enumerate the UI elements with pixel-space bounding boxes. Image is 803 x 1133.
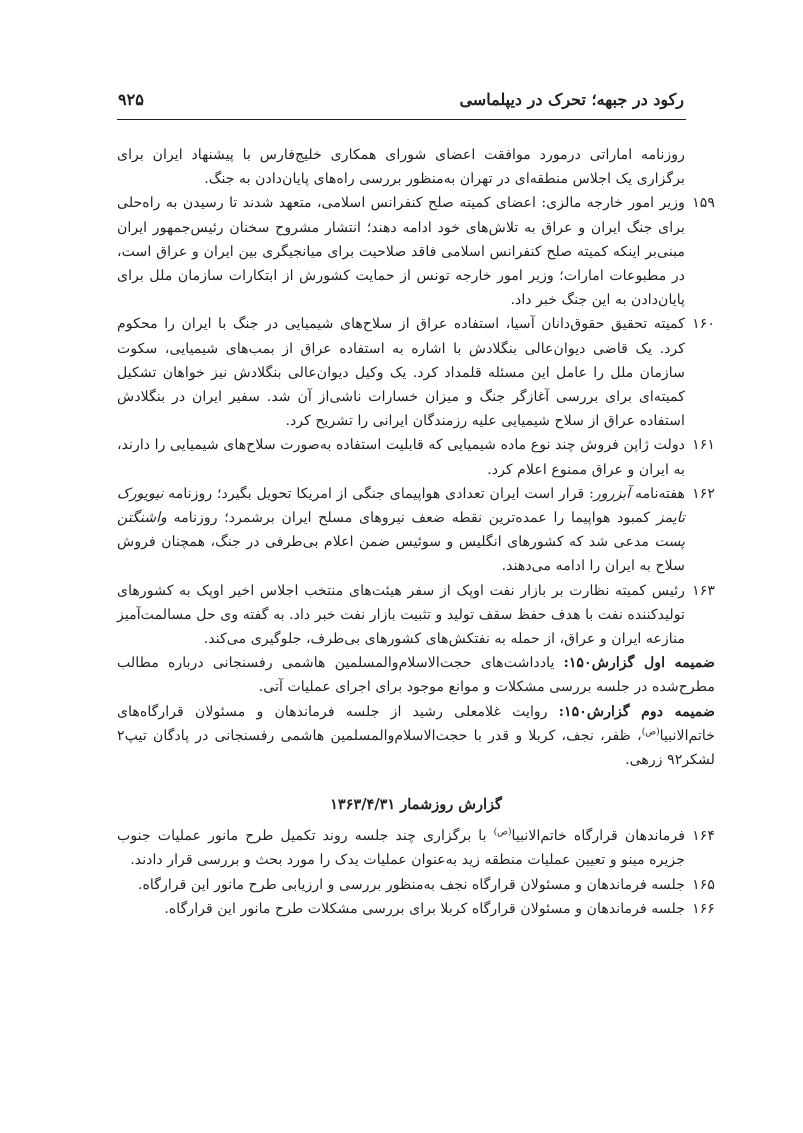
entry-number: ۱۵۹	[692, 195, 715, 212]
entry-text: رئیس کمیته نظارت بر بازار نفت اوپک از سفر هیئت‌های منتخب اجلاس اخیر اوپک به کشورهای تولیدکننده نفت با هدف حفظ سقف تولید و تثبیت بازار نفت خبر داد. به گفته وی حل مسالمت‌آمیز منازعه ایران و عراق، از حمله به نفتکش‌های کشورهای بی‌طرف، جلوگیری می‌کند.	[117, 582, 685, 648]
entry-text: جلسه فرماندهان و مسئولان قرارگاه نجف به‌منظور بررسی و ارزیابی طرح مانور این قرارگاه.	[137, 876, 685, 893]
page-number: ۹۲۵	[118, 90, 144, 109]
continuation-paragraph: روزنامه اماراتی درمورد موافقت اعضای شورای همکاری خلیج‌فارس با پیشنهاد ایران برای برگزاری یک اجلاس منطقه‌ای در تهران به‌منظور بررسی راه‌های پایان‌دادن به جنگ.	[117, 147, 685, 188]
entry-text-part: با برگزاری چند جلسه روند تکمیل طرح مانور عملیات جنوب جزیره مینو و تعیین عملیات منطقه زید به‌عنوان عملیات یدک را مورد بحث و بررسی قرار دادند.	[117, 828, 685, 869]
chronology-entry-166	[117, 897, 715, 921]
entry-text-part: کمبود هواپیما را عمده‌ترین نقطه ضعف نیروهای مسلح ایران برشمرد؛ روزنامه	[166, 510, 657, 527]
entry-text: کمیته تحقیق حقوق‌دانان آسیا، استفاده عراق از سلاح‌های شیمیایی در جنگ با ایران را محکوم کرد. یک قاضی دیوان‌عالی بنگلادش با اشاره به استفاده عراق از بمب‌های شیمیایی، سکوت سازمان ملل را عامل این مسئله قلمداد کرد. یک وکیل دیوان‌عالی بنگلادش نیز خواهان تشکیل کمیته‌ای برای بررسی آغازگر جنگ و میزان خسارات ناشی‌از آن شد. سفیر ایران در بنگلادش استفاده عراق از سلاح شیمیایی علیه رزمندگان ایرانی را تشریح کرد.	[117, 316, 685, 430]
chronology-entry-162	[117, 482, 715, 579]
entry-text: دولت ژاپن فروش چند نوع ماده شیمیایی که قابلیت استفاده به‌صورت سلاح‌های شیمیایی را دارند، به ایران و عراق ممنوع اعلام کرد.	[117, 437, 685, 478]
entry-number: ۱۶۱	[692, 437, 715, 454]
header-divider	[117, 119, 686, 120]
entry-text: وزیر امور خارجه مالزی: اعضای کمیته صلح کنفرانس اسلامی، متعهد شدند تا رسیدن به راه‌حلی برای جنگ ایران و عراق به تلاش‌های خود ادامه دهند؛ انتشار مشروح سخنان رئیس‌جمهور ایران مبنی‌بر اینکه کمیته صلح کنفرانس اسلامی فاقد صلاحیت برای میانجیگری بین ایران و عراق است، در مطبوعات امارات؛ وزیر امور خارجه تونس از حمایت کشورش از ابتکارات سازمان ملل برای پایان‌دادن به این جنگ خبر داد.	[117, 195, 685, 309]
chronology-entry-164	[117, 824, 715, 872]
entry-text-part: : قرار است ایران تعدادی هواپیمای جنگی از امریکا تحویل بگیرد؛ روزنامه	[163, 485, 594, 502]
attachment-text: ، ظفر، نجف، کربلا و قدر با حجت‌الاسلام‌والمسلمین هاشمی رفسنجانی در پادگان تیپ۲ لشکر۹۲ زرهی.	[117, 727, 715, 769]
chronology-entry-160	[117, 312, 715, 433]
attachment-text: یادداشت‌های حجت‌الاسلام‌والمسلمین هاشمی رفسنجانی درباره مطالب مطرح‌شده در جلسه بررسی مشکلات و موانع موجود برای اجرای عملیات آتی.	[117, 655, 715, 696]
attachment-label: ضمیمه دوم گزارش۱۵۰:	[558, 703, 715, 720]
honorific-superscript: (ص)	[641, 727, 660, 738]
entry-number: ۱۶۰	[692, 316, 715, 333]
chronology-entry-161	[117, 433, 715, 481]
entry-number: ۱۶۶	[692, 900, 715, 917]
entry-text-part: فرماندهان قرارگاه خاتم‌الانبیا	[511, 828, 686, 845]
entry-text-part: هفته‌نامه	[630, 485, 685, 502]
attachment-first	[117, 651, 715, 699]
publication-name: نیویورک تایمز	[117, 485, 685, 527]
honorific-superscript: (ص)	[493, 827, 512, 838]
attachment-label: ضمیمه اول گزارش۱۵۰:	[563, 655, 715, 672]
page-body	[117, 143, 715, 921]
attachment-text: روایت غلامعلی رشید از جلسه فرماندهان و مسئولان قرارگاه‌های خاتم‌الانبیا	[117, 703, 715, 744]
attachment-second	[117, 700, 715, 773]
publication-name: آبزرور	[593, 485, 631, 502]
entry-text: جلسه فرماندهان و مسئولان قرارگاه کربلا برای بررسی مشکلات طرح مانور این قرارگاه.	[164, 900, 685, 917]
entry-number: ۱۶۵	[692, 876, 715, 893]
running-header-title: رکود در جبهه؛ تحرک در دیپلماسی	[459, 90, 684, 109]
chronology-entry-163	[117, 579, 715, 652]
publication-name: واشنگتن پست	[117, 510, 685, 551]
entry-text	[117, 824, 685, 872]
entry-number: ۱۶۴	[692, 828, 715, 845]
entry-text	[117, 482, 685, 579]
entry-number: ۱۶۲	[692, 485, 715, 502]
daily-report-heading: گزارش روزشمار ۱۳۶۳/۴/۳۱	[330, 796, 502, 814]
chronology-entry-159	[117, 191, 715, 312]
chronology-entry-165	[117, 873, 715, 897]
entry-number: ۱۶۳	[692, 582, 715, 599]
entry-text-part: مدعی شد که کشورهای انگلیس و سوئیس ضمن اعلام بی‌طرفی در جنگ، همچنان فروش سلاح به ایران را ادامه می‌دهند.	[117, 534, 685, 575]
